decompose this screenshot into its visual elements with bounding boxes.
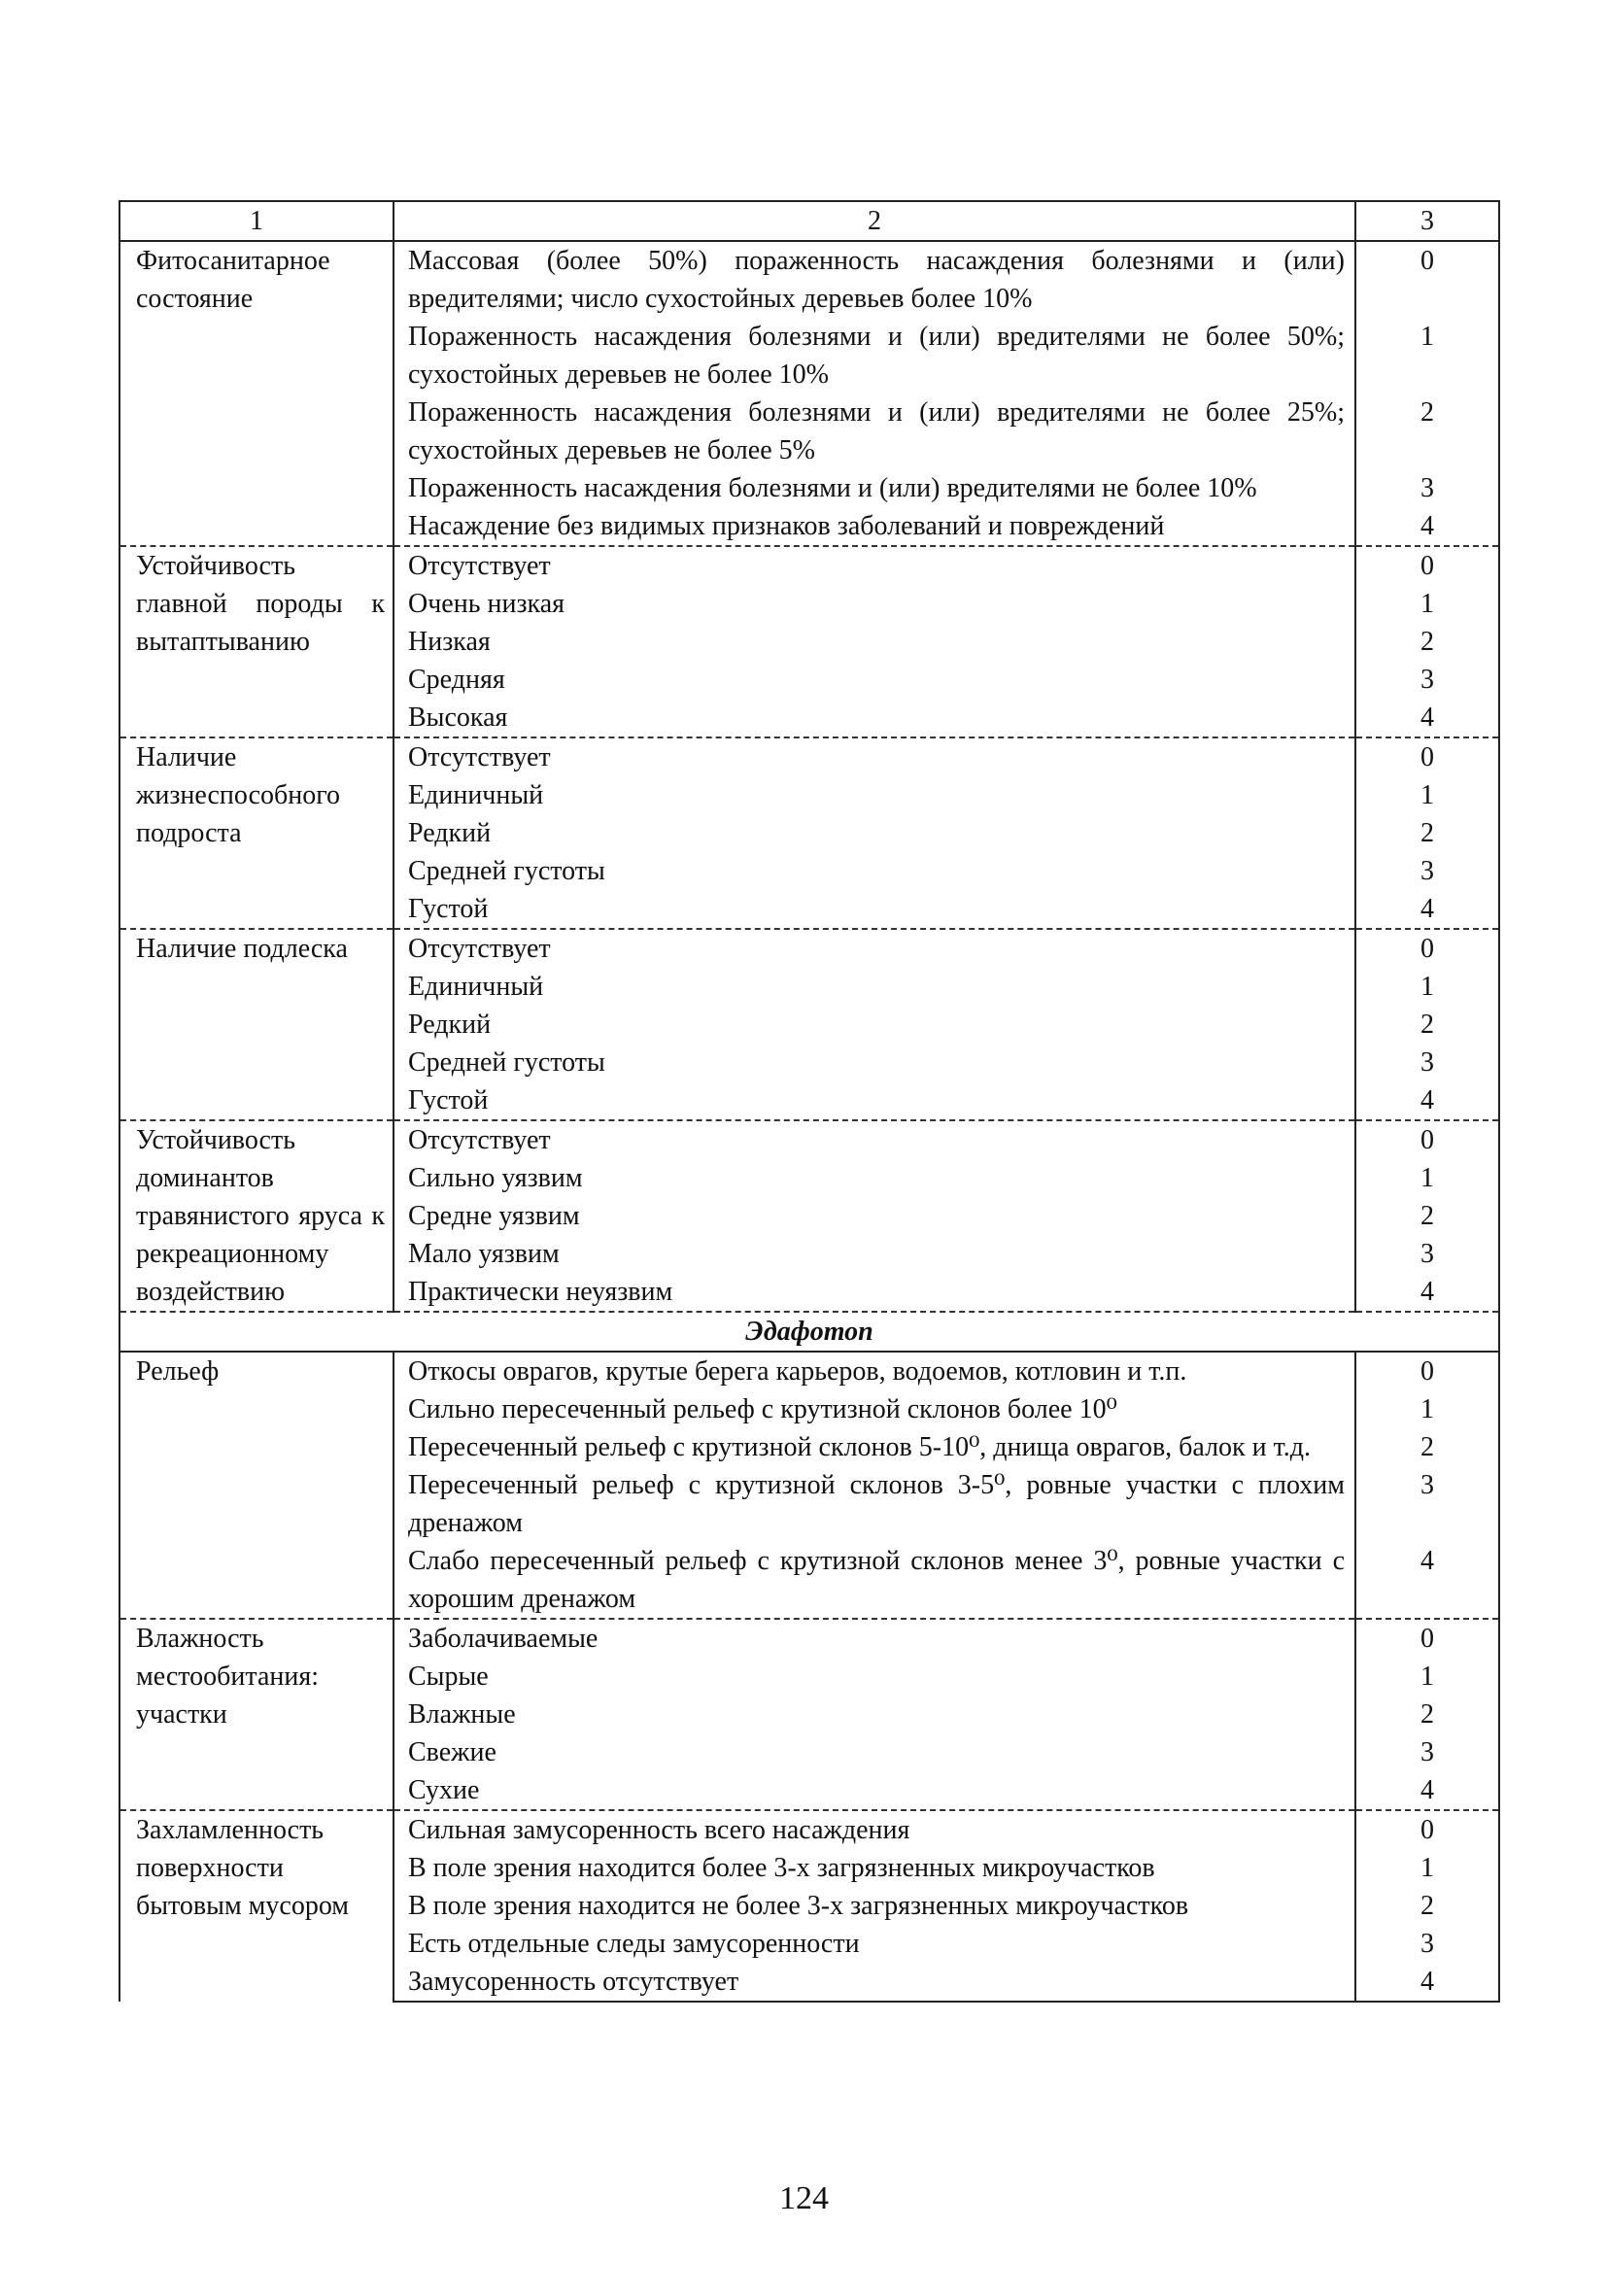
description-cell: Пересеченный рельеф с крутизной склонов 3-5⁰, ровные участки с плохим дренажом [393,1466,1355,1542]
description-cell: Пораженность насаждения болезнями и (или) вредителями не более 10% [393,469,1355,507]
description-cell: Отсутствует [393,737,1355,776]
section-title: Эдафотоп [120,1312,1499,1352]
score-cell: 3 [1355,1925,1499,1963]
score-cell: 4 [1355,1081,1499,1120]
description-cell: Низкая [393,623,1355,661]
score-cell: 4 [1355,1542,1499,1619]
score-cell: 1 [1355,1159,1499,1197]
description-cell: Мало уязвим [393,1235,1355,1273]
indicator-cell: Влажность местообитания: участки [120,1619,393,1810]
table-body [120,241,1499,2002]
score-cell: 0 [1355,241,1499,318]
description-cell: Единичный [393,968,1355,1006]
description-cell: Пораженность насаждения болезнями и (или) вредителями не более 25%; сухостойных деревьев не более 5% [393,394,1355,469]
score-cell: 0 [1355,1810,1499,1849]
score-cell: 0 [1355,929,1499,968]
score-cell: 1 [1355,1658,1499,1696]
table-row [120,1352,1499,1390]
description-cell: Высокая [393,699,1355,737]
description-cell: Есть отдельные следы замусоренности [393,1925,1355,1963]
score-cell: 3 [1355,469,1499,507]
score-cell: 0 [1355,1352,1499,1390]
score-cell: 3 [1355,1044,1499,1081]
description-cell: Средней густоты [393,852,1355,890]
indicator-cell: Наличие подлеска [120,929,393,1120]
description-cell: Практически неуязвим [393,1273,1355,1312]
description-cell: Единичный [393,776,1355,814]
score-cell: 2 [1355,623,1499,661]
description-cell: Густой [393,1081,1355,1120]
table-header-row [120,201,1499,241]
score-cell: 0 [1355,1619,1499,1658]
score-cell: 3 [1355,1466,1499,1542]
description-cell: В поле зрения находится не более 3-х загрязненных микроучастков [393,1887,1355,1925]
score-cell: 0 [1355,1120,1499,1159]
description-cell: Слабо пересеченный рельеф с крутизной склонов менее 3⁰, ровные участки с хорошим дренажом [393,1542,1355,1619]
score-cell: 0 [1355,546,1499,585]
score-cell: 4 [1355,890,1499,929]
description-cell: Средне уязвим [393,1197,1355,1235]
score-cell: 3 [1355,852,1499,890]
section-row [120,1312,1499,1352]
description-cell: Средняя [393,661,1355,699]
score-cell: 0 [1355,737,1499,776]
description-cell: Замусоренность отсутствует [393,1963,1355,2002]
indicator-cell: Рельеф [120,1352,393,1619]
score-cell: 1 [1355,1390,1499,1428]
score-cell: 4 [1355,1771,1499,1810]
indicator-cell: Устойчивость главной породы к вытаптыванию [120,546,393,737]
table-row [120,929,1499,968]
description-cell: Свежие [393,1733,1355,1771]
description-cell: Откосы оврагов, крутые берега карьеров, водоемов, котловин и т.п. [393,1352,1355,1390]
score-cell: 1 [1355,585,1499,623]
table-row [120,1619,1499,1658]
score-cell: 4 [1355,699,1499,737]
score-cell: 4 [1355,1273,1499,1312]
score-cell: 1 [1355,1849,1499,1887]
description-cell: Средней густоты [393,1044,1355,1081]
table-row [120,241,1499,318]
description-cell: Массовая (более 50%) пораженность насаждения болезнями и (или) вредителями; число сухостойных деревьев более 10% [393,241,1355,318]
description-cell: Влажные [393,1696,1355,1733]
description-cell: Сильно уязвим [393,1159,1355,1197]
description-cell: Редкий [393,1006,1355,1044]
description-cell: Сильная замусоренность всего насаждения [393,1810,1355,1849]
description-cell: В поле зрения находится более 3-х загрязненных микроучастков [393,1849,1355,1887]
score-cell: 1 [1355,776,1499,814]
score-cell: 2 [1355,1696,1499,1733]
description-cell: Сильно пересеченный рельеф с крутизной склонов более 10⁰ [393,1390,1355,1428]
description-cell: Заболачиваемые [393,1619,1355,1658]
description-cell: Отсутствует [393,1120,1355,1159]
score-cell: 3 [1355,1235,1499,1273]
score-cell: 3 [1355,1733,1499,1771]
score-cell: 2 [1355,1006,1499,1044]
description-cell: Насаждение без видимых признаков заболеваний и повреждений [393,507,1355,546]
indicator-cell: Захламленность поверхности бытовым мусором [120,1810,393,2002]
page-number: 124 [779,2180,829,2216]
table-row [120,737,1499,776]
score-cell: 4 [1355,1963,1499,2002]
score-cell: 2 [1355,394,1499,469]
score-cell: 2 [1355,814,1499,852]
header-col-1: 1 [120,201,393,241]
indicator-cell: Наличие жизнеспособного подроста [120,737,393,929]
assessment-table [119,200,1500,2003]
score-cell: 1 [1355,318,1499,394]
description-cell: Густой [393,890,1355,929]
score-cell: 3 [1355,661,1499,699]
description-cell: Отсутствует [393,929,1355,968]
header-col-2: 2 [393,201,1355,241]
description-cell: Очень низкая [393,585,1355,623]
score-cell: 2 [1355,1197,1499,1235]
header-col-3: 3 [1355,201,1499,241]
score-cell: 4 [1355,507,1499,546]
indicator-cell: Устойчивость доминантов травянистого яруса к рекреационному воздействию [120,1120,393,1312]
description-cell: Пораженность насаждения болезнями и (или) вредителями не более 50%; сухостойных деревьев не более 10% [393,318,1355,394]
table-row [120,546,1499,585]
score-cell: 2 [1355,1428,1499,1466]
description-cell: Пересеченный рельеф с крутизной склонов 5-10⁰, днища оврагов, балок и т.д. [393,1428,1355,1466]
table-row [120,1120,1499,1159]
table-row [120,1810,1499,1849]
description-cell: Сырые [393,1658,1355,1696]
description-cell: Отсутствует [393,546,1355,585]
indicator-cell: Фитосанитарное состояние [120,241,393,546]
description-cell: Сухие [393,1771,1355,1810]
score-cell: 1 [1355,968,1499,1006]
description-cell: Редкий [393,814,1355,852]
score-cell: 2 [1355,1887,1499,1925]
